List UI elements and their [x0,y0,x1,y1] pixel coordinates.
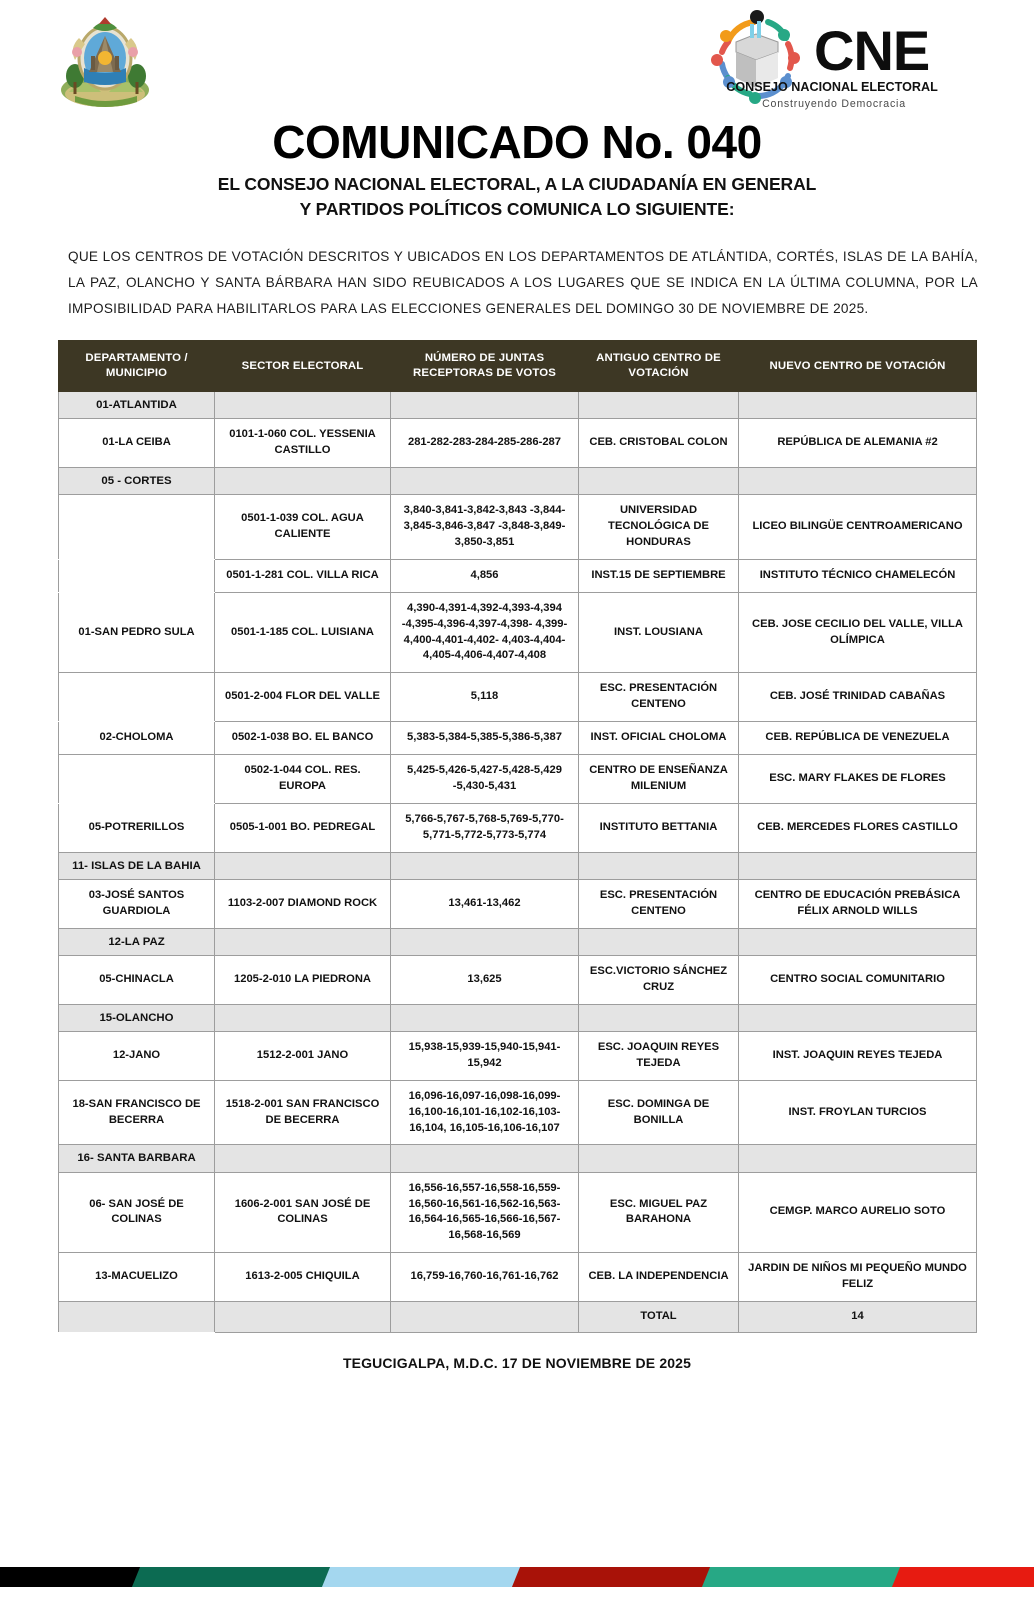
cne-logo-name: CONSEJO NACIONAL ELECTORAL [726,80,938,94]
cell-sector-electoral: 1103-2-007 DIAMOND ROCK [215,879,391,928]
subtitle-line-2: Y PARTIDOS POLÍTICOS COMUNICA LO SIGUIENTE: [299,199,735,220]
section-row-empty-cell [739,1145,977,1172]
cell-sector-electoral: 0501-1-039 COL. AGUA CALIENTE [215,495,391,560]
cell-numero-juntas: 5,766-5,767-5,768-5,769-5,770-5,771-5,772-5,773-5,774 [391,803,579,852]
cell-numero-juntas: 5,383-5,384-5,385-5,386-5,387 [391,722,579,755]
cell-sector-electoral: 0501-1-185 COL. LUISIANA [215,592,391,673]
department-name: 12-LA PAZ [59,928,215,955]
footer-place-date: TEGUCIGALPA, M.D.C. 17 DE NOVIEMBRE DE 2025 [342,1354,692,1371]
cell-antiguo-centro: ESC. PRESENTACIÓN CENTENO [579,673,739,722]
total-label: TOTAL [579,1302,739,1333]
cell-municipio: 12-JANO [59,1031,215,1080]
section-row-empty-cell [215,1145,391,1172]
cell-sector-electoral: 0502-1-038 BO. EL BANCO [215,722,391,755]
cell-sector-electoral: 1512-2-001 JANO [215,1031,391,1080]
cell-municipio: 05-POTRERILLOS [59,803,215,852]
reubicaciones-table [58,340,977,1333]
color-bar-segment [892,1567,1034,1587]
cell-sector-electoral [215,1302,391,1333]
cell-nuevo-centro: CENTRO DE EDUCACIÓN PREBÁSICA FÉLIX ARNOLD WILLS [739,879,977,928]
column-header-nuevo-centro: NUEVO CENTRO DE VOTACIÓN [739,341,977,392]
section-row-empty-cell [391,852,579,879]
cell-antiguo-centro: CEB. CRISTOBAL COLON [579,419,739,468]
table-row [59,1253,977,1302]
cell-municipio [59,1302,215,1333]
cell-numero-juntas: 16,556-16,557-16,558-16,559-16,560-16,561-16,562-16,563-16,564-16,565-16,566-16,567-16,568-16,569 [391,1172,579,1253]
section-row-empty-cell [579,391,739,418]
cell-municipio [59,559,215,592]
table-row [59,559,977,592]
cell-municipio: 06- SAN JOSÉ DE COLINAS [59,1172,215,1253]
color-bar-segment [702,1567,906,1587]
cell-sector-electoral: 0502-1-044 COL. RES. EUROPA [215,755,391,804]
reubicaciones-table-wrapper [58,340,976,1333]
table-row [59,419,977,468]
cell-numero-juntas: 13,625 [391,955,579,1004]
table-row [59,955,977,1004]
table-row [59,592,977,673]
cell-numero-juntas: 16,759-16,760-16,761-16,762 [391,1253,579,1302]
section-row-empty-cell [579,1004,739,1031]
department-section-row [59,1145,977,1172]
cell-antiguo-centro: ESC. DOMINGA DE BONILLA [579,1080,739,1145]
cell-numero-juntas: 281-282-283-284-285-286-287 [391,419,579,468]
cell-sector-electoral: 0101-1-060 COL. YESSENIA CASTILLO [215,419,391,468]
cell-sector-electoral: 0505-1-001 BO. PEDREGAL [215,803,391,852]
honduras-coat-of-arms-icon [55,12,155,112]
cell-sector-electoral: 0501-1-281 COL. VILLA RICA [215,559,391,592]
table-header [59,341,977,392]
department-name: 05 - CORTES [59,467,215,494]
color-bar-segment [132,1567,336,1587]
cell-municipio: 01-SAN PEDRO SULA [59,592,215,673]
table-header-row [59,341,977,392]
cell-nuevo-centro: JARDIN DE NIÑOS MI PEQUEÑO MUNDO FELIZ [739,1253,977,1302]
cell-numero-juntas: 4,856 [391,559,579,592]
cell-nuevo-centro: CEMGP. MARCO AURELIO SOTO [739,1172,977,1253]
cell-nuevo-centro: INST. JOAQUIN REYES TEJEDA [739,1031,977,1080]
cell-nuevo-centro: REPÚBLICA DE ALEMANIA #2 [739,419,977,468]
table-row [59,803,977,852]
cell-municipio: 02-CHOLOMA [59,722,215,755]
cell-nuevo-centro: CEB. JOSE CECILIO DEL VALLE, VILLA OLÍMPICA [739,592,977,673]
department-section-row [59,852,977,879]
cell-antiguo-centro: ESC. JOAQUIN REYES TEJEDA [579,1031,739,1080]
department-name: 16- SANTA BARBARA [59,1145,215,1172]
cell-antiguo-centro: CENTRO DE ENSEÑANZA MILENIUM [579,755,739,804]
table-row [59,1080,977,1145]
total-row [59,1302,977,1333]
cell-municipio: 03-JOSÉ SANTOS GUARDIOLA [59,879,215,928]
department-name: 11- ISLAS DE LA BAHIA [59,852,215,879]
cell-antiguo-centro: INST.15 DE SEPTIEMBRE [579,559,739,592]
section-row-empty-cell [215,1004,391,1031]
cell-antiguo-centro: UNIVERSIDAD TECNOLÓGICA DE HONDURAS [579,495,739,560]
table-row [59,1172,977,1253]
document-header [0,0,1034,118]
department-name: 15-OLANCHO [59,1004,215,1031]
column-header-numero-juntas: NÚMERO DE JUNTAS RECEPTORAS DE VOTOS [391,341,579,392]
department-section-row [59,467,977,494]
cell-municipio: 13-MACUELIZO [59,1253,215,1302]
table-row [59,722,977,755]
cell-sector-electoral: 1205-2-010 LA PIEDRONA [215,955,391,1004]
section-row-empty-cell [391,1004,579,1031]
intro-paragraph: QUE LOS CENTROS DE VOTACIÓN DESCRITOS Y UBICADOS EN LOS DEPARTAMENTOS DE ATLÁNTIDA, CORTÉS, ISLAS DE LA BAHÍA, LA PAZ, OLANCHO Y SANTA BÁRBARA HAN SIDO REUBICADOS A LOS LUGARES QUE SE INDICA EN LA ÚLTIMA COLUMNA, POR LA IMPOSIBILIDAD PARA HABILITARLOS PARA LAS ELECCIONES GENERALES DEL DOMINGO 30 DE NOVIEMBRE DE 2025. [68,248,978,317]
table-row [59,673,977,722]
cne-logo-tagline: Construyendo Democracia [762,98,906,110]
subtitle-line-1: EL CONSEJO NACIONAL ELECTORAL, A LA CIUDADANÍA EN GENERAL [217,174,817,195]
department-name: 01-ATLANTIDA [59,391,215,418]
cell-municipio [59,673,215,722]
color-bar-segment [512,1567,716,1587]
cell-municipio [59,495,215,560]
cell-numero-juntas [391,1302,579,1333]
section-row-empty-cell [391,1145,579,1172]
column-header-departamento-municipio: DEPARTAMENTO / MUNICIPIO [59,341,215,392]
section-row-empty-cell [215,391,391,418]
department-section-row [59,928,977,955]
cell-nuevo-centro: CEB. JOSÉ TRINIDAD CABAÑAS [739,673,977,722]
cell-nuevo-centro: CEB. MERCEDES FLORES CASTILLO [739,803,977,852]
section-row-empty-cell [579,467,739,494]
section-row-empty-cell [215,467,391,494]
cell-nuevo-centro: CENTRO SOCIAL COMUNITARIO [739,955,977,1004]
section-row-empty-cell [215,928,391,955]
cell-numero-juntas: 15,938-15,939-15,940-15,941-15,942 [391,1031,579,1080]
section-row-empty-cell [579,852,739,879]
ballot-box-icon [736,21,778,88]
cell-numero-juntas: 4,390-4,391-4,392-4,393-4,394 -4,395-4,396-4,397-4,398- 4,399-4,400-4,401-4,402- 4,403-4,404-4,405-4,406-4,407-4,408 [391,592,579,673]
cell-sector-electoral: 0501-2-004 FLOR DEL VALLE [215,673,391,722]
cell-antiguo-centro: INST. LOUSIANA [579,592,739,673]
section-row-empty-cell [391,391,579,418]
cell-nuevo-centro: ESC. MARY FLAKES DE FLORES [739,755,977,804]
color-bar-segment [0,1567,146,1587]
section-row-empty-cell [579,1145,739,1172]
cell-municipio: 01-LA CEIBA [59,419,215,468]
color-bar-segment [322,1567,526,1587]
column-header-sector-electoral: SECTOR ELECTORAL [215,341,391,392]
page-title: COMUNICADO No. 040 [272,116,762,168]
cell-municipio: 18-SAN FRANCISCO DE BECERRA [59,1080,215,1145]
section-row-empty-cell [739,391,977,418]
cell-municipio: 05-CHINACLA [59,955,215,1004]
cell-antiguo-centro: CEB. LA INDEPENDENCIA [579,1253,739,1302]
cell-municipio [59,755,215,804]
section-row-empty-cell [739,852,977,879]
section-row-empty-cell [739,928,977,955]
total-value: 14 [739,1302,977,1333]
cell-nuevo-centro: LICEO BILINGÜE CENTROAMERICANO [739,495,977,560]
cell-numero-juntas: 16,096-16,097-16,098-16,099-16,100-16,101-16,102-16,103-16,104, 16,105-16,106-16,107 [391,1080,579,1145]
section-row-empty-cell [391,467,579,494]
cell-antiguo-centro: INST. OFICIAL CHOLOMA [579,722,739,755]
department-section-row [59,1004,977,1031]
column-header-antiguo-centro: ANTIGUO CENTRO DE VOTACIÓN [579,341,739,392]
cell-sector-electoral: 1613-2-005 CHIQUILA [215,1253,391,1302]
cell-nuevo-centro: INSTITUTO TÉCNICO CHAMELECÓN [739,559,977,592]
table-body [59,391,977,1332]
cell-numero-juntas: 5,118 [391,673,579,722]
section-row-empty-cell [579,928,739,955]
cell-antiguo-centro: ESC.VICTORIO SÁNCHEZ CRUZ [579,955,739,1004]
section-row-empty-cell [739,467,977,494]
cell-numero-juntas: 5,425-5,426-5,427-5,428-5,429 -5,430-5,431 [391,755,579,804]
cell-antiguo-centro: ESC. MIGUEL PAZ BARAHONA [579,1172,739,1253]
section-row-empty-cell [391,928,579,955]
cell-numero-juntas: 3,840-3,841-3,842-3,843 -3,844-3,845-3,846-3,847 -3,848-3,849-3,850-3,851 [391,495,579,560]
section-row-empty-cell [739,1004,977,1031]
cell-sector-electoral: 1606-2-001 SAN JOSÉ DE COLINAS [215,1172,391,1253]
table-row [59,495,977,560]
table-row [59,755,977,804]
cell-antiguo-centro: ESC. PRESENTACIÓN CENTENO [579,879,739,928]
table-row [59,1031,977,1080]
cell-sector-electoral: 1518-2-001 SAN FRANCISCO DE BECERRA [215,1080,391,1145]
cell-antiguo-centro: INSTITUTO BETTANIA [579,803,739,852]
svg-text:CNE: CNE [814,19,930,82]
cell-nuevo-centro: CEB. REPÚBLICA DE VENEZUELA [739,722,977,755]
cell-nuevo-centro: INST. FROYLAN TURCIOS [739,1080,977,1145]
cne-logo [702,8,962,114]
table-row [59,879,977,928]
cell-numero-juntas: 13,461-13,462 [391,879,579,928]
section-row-empty-cell [215,852,391,879]
decorative-color-bar [0,1567,1034,1587]
department-section-row [59,391,977,418]
title-block [0,118,1034,222]
